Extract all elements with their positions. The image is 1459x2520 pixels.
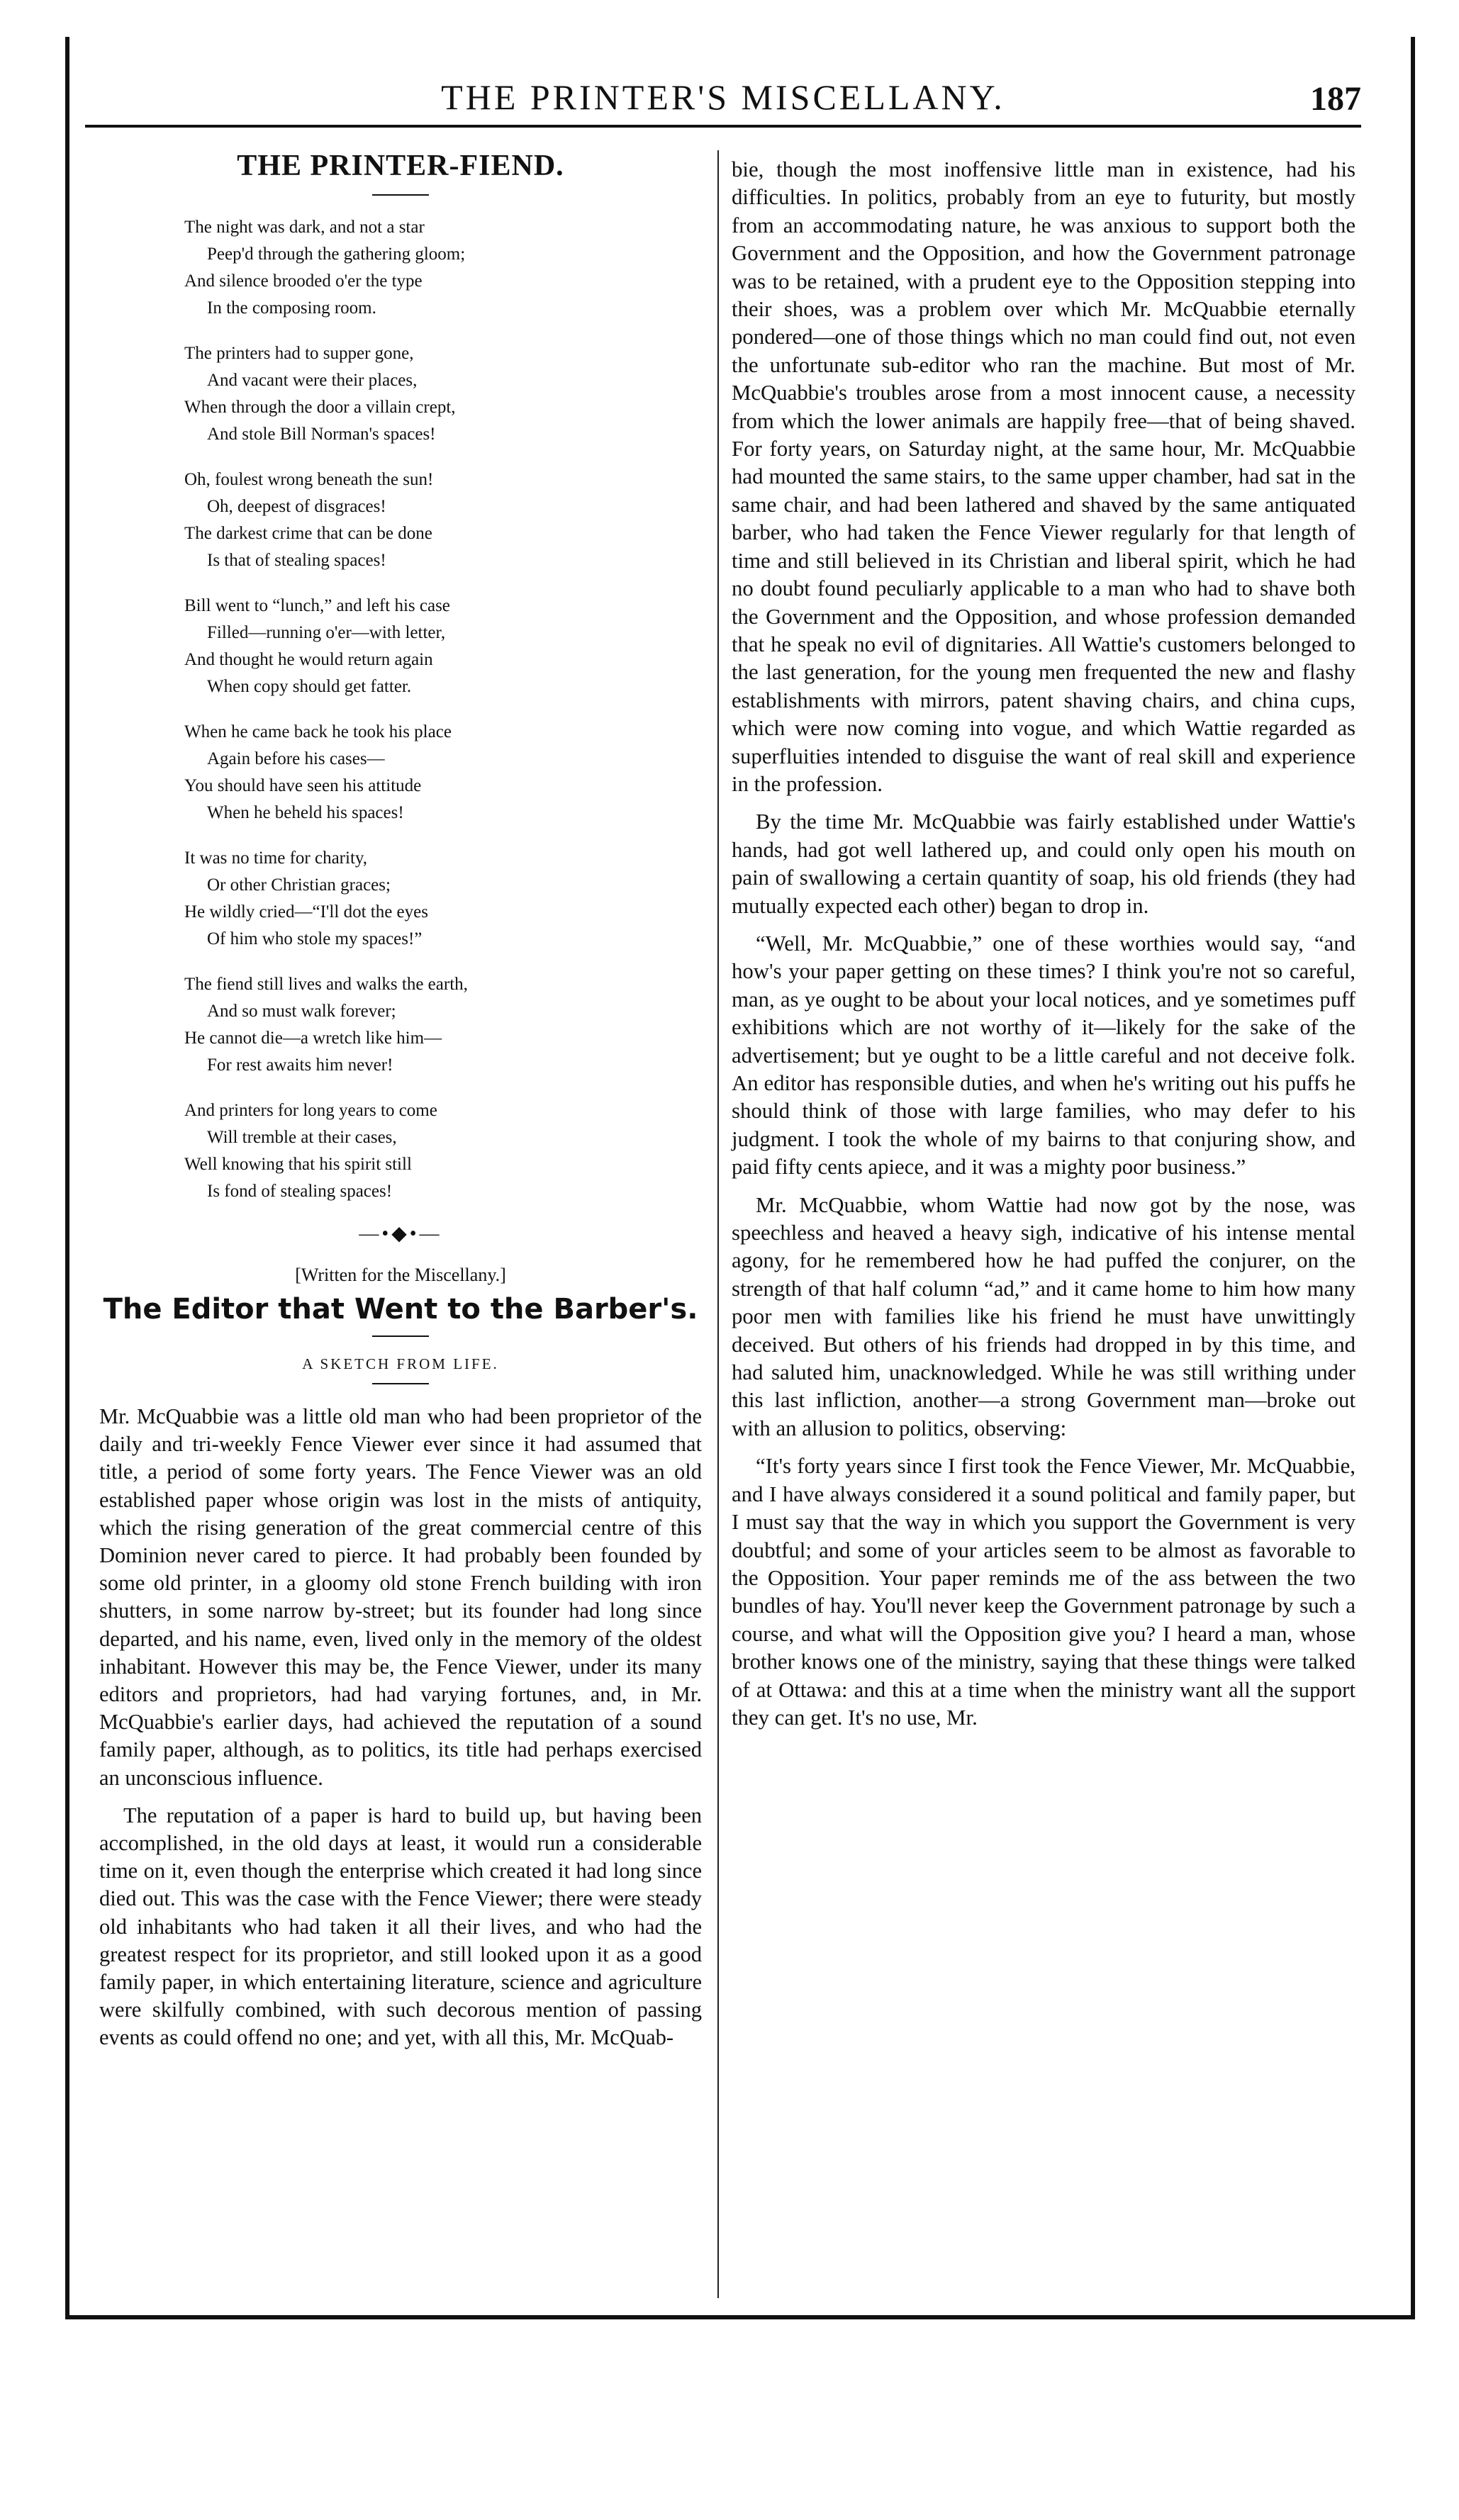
poem-line: And silence brooded o'er the type xyxy=(184,271,423,291)
poem-line: Bill went to “lunch,” and left his case xyxy=(184,596,450,615)
poem-line: It was no time for charity, xyxy=(184,849,368,868)
poem-stanza xyxy=(184,340,702,448)
title-rule xyxy=(372,194,429,196)
poem-line: The night was dark, and not a star xyxy=(184,218,425,237)
article-paragraph: “It's forty years since I first took the Fence Viewer, Mr. McQuabbie, and I have always considered it a sound political and family paper, but I must say that the way in which you support the Government is very doubtful; and some of your articles seem to be almost as favorable to the Opposition. Your paper reminds me of the ass between the two bundles of hay. You'll never keep the Government patronage by such a course, and what will the Opposition give you? I heard a man, whose brother knows one of the ministry, saying that these things were talked of at Ottawa: and this at a time when the ministry want all the support they can get. It's no use, Mr. xyxy=(732,1454,1355,1730)
section-ornament: —•◆•— xyxy=(359,1223,442,1245)
poem-line: Is fond of stealing spaces! xyxy=(207,1182,393,1201)
article-paragraph: “Well, Mr. McQuabbie,” one of these worthies would say, “and how's your paper getting on these times? I think you're not so careful, man, as ye ought to be about your local notices, and ye sometimes puff exhibitions which are not worthy of it—likely for the sake of the advertisement; but ye ought to be a little careful and not deceive folk. An editor has responsible duties, and when he's writing out his puffs he should think of those with large families, who may defer to his judgment. I took the whole of my bairns to that conjuring show, and paid fifty cents apiece, and it was a mighty poor business.” xyxy=(732,931,1355,1180)
poem-line: When copy should get fatter. xyxy=(207,677,412,696)
right-column xyxy=(732,156,1355,1742)
poem-line: And printers for long years to come xyxy=(184,1101,437,1120)
article-paragraph: By the time Mr. McQuabbie was fairly established under Wattie's hands, had got well lathered up, and could only open his mouth on pain of swallowing a certain quantity of soap, his old friends (they had mutually expected each other) began to drop in. xyxy=(732,810,1355,918)
poem-stanza xyxy=(184,1097,702,1205)
poem-line: And thought he would return again xyxy=(184,650,433,669)
poem-line: Is that of stealing spaces! xyxy=(207,551,386,570)
article-paragraph: The reputation of a paper is hard to build up, but having been accomplished, in the old days at least, it would run a considerable time on it, even though the enterprise which created it had long since died out. This was the case with the Fence Viewer; there were steady old inhabitants who had taken it all their lives, and who had the greatest respect for its proprietor, and still looked upon it as a good family paper, in which entertaining literature, science and agriculture were skilfully combined, with such decorous mention of passing events as could offend no one; and yet, with all this, Mr. McQuab- xyxy=(99,1803,702,2050)
poem-stanza xyxy=(184,593,702,700)
poem-line: The darkest crime that can be done xyxy=(184,524,432,543)
article-credit: [Written for the Miscellany.] xyxy=(295,1265,506,1285)
article-title: The Editor that Went to the Barber's. xyxy=(103,1293,698,1326)
article-paragraph: Mr. McQuabbie was a little old man who had been proprietor of the daily and tri-weekly Fence Viewer ever since it had assumed that title, a period of some forty years. The Fence Viewer was an old established paper whose origin was lost in the mists of antiquity, which the rising generation of the great commercial centre of this Dominion never cared to pierce. It had probably been founded by some old printer, in a gloomy old stone French building with iron shutters, in some narrow by-street; but its founder had long since departed, and his name, even, lived only in the memory of the oldest inhabitant. However this may be, the Fence Viewer, under its many editors and proprietors, had had varying fortunes, and, in Mr. McQuabbie's earlier days, had achieved the reputation of a sound family paper, although, as to politics, its title had perhaps exercised an unconscious influence. xyxy=(99,1404,702,1790)
poem-line: Peep'd through the gathering gloom; xyxy=(207,245,466,264)
poem-stanza xyxy=(184,845,702,953)
poem-line: When he came back he took his place xyxy=(184,722,452,741)
poem-line: Or other Christian graces; xyxy=(207,875,391,895)
poem-line: And so must walk forever; xyxy=(207,1002,396,1021)
poem-line: Of him who stole my spaces!” xyxy=(207,929,423,948)
title-rule xyxy=(372,1335,429,1337)
poem-stanza xyxy=(184,719,702,827)
article-paragraph: bie, though the most inoffensive little man in existence, had his difficulties. In politics, probably from an eye to futurity, but mostly from an accommodating nature, he was anxious to support both the Government and the Opposition, and how the Government patronage was to be retained, with a prudent eye to the Opposition stepping into their shoes, was a problem over which Mr. McQuabbie eternally pondered—one of those things which no man could find out, not even the unfortunate sub-editor who ran the machine. But most of Mr. McQuabbie's troubles arose from a most innocent cause, a necessity from which the lower animals are happily free—that of being shaved. For forty years, on Saturday night, at the same hour, Mr. McQuabbie had mounted the same stairs, to the same upper chamber, had sat in the same chair, and had been lathered and shaved by the same antiquated barber, who had taken the Fence Viewer regularly for that length of time and still believed in its Christian and liberal spirit, which he had no doubt found peculiarly applicable to a man who had to shave both the Government and the Opposition, and whose profession demanded that he speak no evil of dignitaries. All Wattie's customers belonged to the last generation, for the young men frequented the new and flashy establishments with mirrors, patent shaving chairs, and china cups, which were now coming into vogue, and which Wattie regarded as superfluities intended to disguise the want of real skill and experience in the profession. xyxy=(732,157,1355,796)
poem-line: When through the door a villain crept, xyxy=(184,398,456,417)
subtitle-rule xyxy=(372,1383,429,1384)
poem-line: And vacant were their places, xyxy=(207,371,418,390)
poem-line: Will tremble at their cases, xyxy=(207,1128,397,1147)
poem-stanza xyxy=(184,466,702,574)
poem-line: The printers had to supper gone, xyxy=(184,344,414,363)
column-rule xyxy=(717,150,719,2298)
poem-line: The fiend still lives and walks the earth, xyxy=(184,975,468,994)
running-header xyxy=(85,77,1361,126)
poem-line: You should have seen his attitude xyxy=(184,776,422,795)
poem-line: Again before his cases— xyxy=(207,749,385,768)
poem-line: Oh, deepest of disgraces! xyxy=(207,497,386,516)
article-paragraph: Mr. McQuabbie, whom Wattie had now got by the nose, was speechless and heaved a heavy sigh, indicative of his intense mental agony, for he remembered how he had puffed the conjurer, on the strength of that half column “ad,” and it came home to him how many poor men with families like his friend he must have unwittingly deceived. But others of his friends had dropped in by this time, and had saluted him, unacknowledged. While he was still writhing under this last infliction, another—a strong Government man—broke out with an allusion to politics, observing: xyxy=(732,1192,1355,1440)
poem-line: And stole Bill Norman's spaces! xyxy=(207,425,436,444)
article-subtitle: A SKETCH FROM LIFE. xyxy=(302,1355,499,1372)
header-rule xyxy=(85,125,1361,128)
poem-line: Filled—running o'er—with letter, xyxy=(207,623,446,642)
poem-line: For rest awaits him never! xyxy=(207,1055,393,1075)
poem-line: When he beheld his spaces! xyxy=(207,803,404,822)
page-number: 187 xyxy=(1310,80,1361,118)
poem-line: He wildly cried—“I'll dot the eyes xyxy=(184,902,428,922)
publication-title: THE PRINTER'S MISCELLANY. xyxy=(441,77,1005,117)
poem-stanza xyxy=(184,971,702,1079)
poem-line: Well knowing that his spirit still xyxy=(184,1155,412,1174)
poem-line: Oh, foulest wrong beneath the sun! xyxy=(184,470,434,489)
poem-stanza xyxy=(184,214,702,322)
poem-line: In the composing room. xyxy=(207,298,376,318)
left-column xyxy=(99,149,702,2062)
poem-title: THE PRINTER-FIEND. xyxy=(237,150,564,182)
poem-line: He cannot die—a wretch like him— xyxy=(184,1029,442,1048)
